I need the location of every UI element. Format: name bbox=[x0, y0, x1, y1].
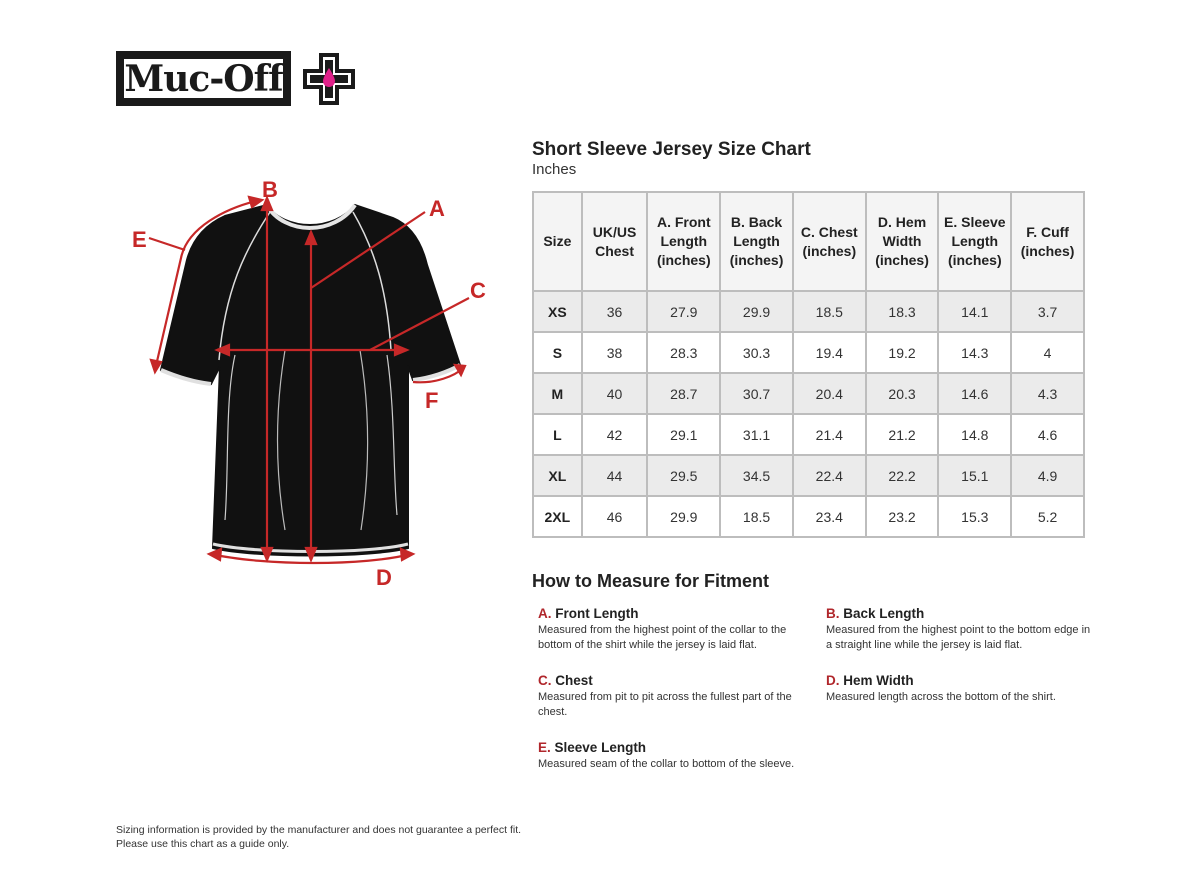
table-row bbox=[533, 373, 1084, 414]
table-cell: 14.1 bbox=[938, 291, 1011, 332]
measure-name: Front Length bbox=[555, 606, 639, 621]
measure-letter: D. bbox=[826, 673, 840, 688]
cross-drop-icon bbox=[301, 51, 357, 107]
label-e: E bbox=[132, 227, 147, 252]
table-cell: 23.2 bbox=[866, 496, 939, 537]
measure-letter: A. bbox=[538, 606, 552, 621]
measure-name: Sleeve Length bbox=[554, 740, 647, 755]
table-cell: 21.4 bbox=[793, 414, 866, 455]
table-cell: 30.3 bbox=[720, 332, 793, 373]
table-cell: 28.7 bbox=[647, 373, 720, 414]
table-cell: 31.1 bbox=[720, 414, 793, 455]
table-header-row bbox=[533, 192, 1084, 291]
logo-wordmark-box bbox=[116, 51, 291, 106]
table-cell: 20.3 bbox=[866, 373, 939, 414]
disclaimer-line: Please use this chart as a guide only. bbox=[116, 838, 290, 850]
disclaimer bbox=[116, 823, 536, 851]
table-row bbox=[533, 496, 1084, 537]
table-cell: 4.3 bbox=[1011, 373, 1084, 414]
disclaimer-line: Sizing information is provided by the manufacturer and does not guarantee a perfect fit. bbox=[116, 824, 522, 836]
jersey-diagram bbox=[125, 170, 495, 590]
table-cell: 22.4 bbox=[793, 455, 866, 496]
measure-hem-width bbox=[826, 673, 1096, 705]
table-row bbox=[533, 332, 1084, 373]
table-cell: 29.5 bbox=[647, 455, 720, 496]
table-cell: 30.7 bbox=[720, 373, 793, 414]
header-back-length: B. Back Length (inches) bbox=[720, 192, 793, 291]
table-cell: 5.2 bbox=[1011, 496, 1084, 537]
measure-front-length bbox=[538, 606, 808, 653]
table-cell: 22.2 bbox=[866, 455, 939, 496]
size-cell: L bbox=[533, 414, 582, 455]
table-cell: 4 bbox=[1011, 332, 1084, 373]
table-cell: 19.4 bbox=[793, 332, 866, 373]
table-cell: 28.3 bbox=[647, 332, 720, 373]
table-cell: 21.2 bbox=[866, 414, 939, 455]
table-cell: 18.5 bbox=[793, 291, 866, 332]
table-cell: 36 bbox=[582, 291, 648, 332]
header-front-length: A. Front Length (inches) bbox=[647, 192, 720, 291]
table-cell: 14.8 bbox=[938, 414, 1011, 455]
chart-title: Short Sleeve Jersey Size Chart bbox=[532, 139, 811, 160]
measure-letter: B. bbox=[826, 606, 840, 621]
table-cell: 15.1 bbox=[938, 455, 1011, 496]
size-cell: 2XL bbox=[533, 496, 582, 537]
size-cell: XS bbox=[533, 291, 582, 332]
measure-chest bbox=[538, 673, 808, 720]
size-table bbox=[532, 191, 1085, 538]
header-sleeve-length: E. Sleeve Length (inches) bbox=[938, 192, 1011, 291]
measure-description: Measured from pit to pit across the fullest part of the chest. bbox=[538, 691, 792, 718]
label-d: D bbox=[376, 565, 392, 590]
table-cell: 42 bbox=[582, 414, 648, 455]
table-cell: 34.5 bbox=[720, 455, 793, 496]
table-row bbox=[533, 414, 1084, 455]
header-cuff: F. Cuff (inches) bbox=[1011, 192, 1084, 291]
header-chest-inches: C. Chest (inches) bbox=[793, 192, 866, 291]
header-size: Size bbox=[533, 192, 582, 291]
table-cell: 27.9 bbox=[647, 291, 720, 332]
size-cell: XL bbox=[533, 455, 582, 496]
table-cell: 14.6 bbox=[938, 373, 1011, 414]
table-cell: 29.9 bbox=[647, 496, 720, 537]
label-b: B bbox=[262, 177, 278, 202]
header-chest: UK/US Chest bbox=[582, 192, 648, 291]
header-hem-width: D. Hem Width (inches) bbox=[866, 192, 939, 291]
label-a: A bbox=[429, 196, 445, 221]
table-cell: 4.6 bbox=[1011, 414, 1084, 455]
brand-logo bbox=[116, 51, 357, 106]
table-cell: 18.3 bbox=[866, 291, 939, 332]
table-cell: 14.3 bbox=[938, 332, 1011, 373]
measure-letter: C. bbox=[538, 673, 552, 688]
size-cell: M bbox=[533, 373, 582, 414]
table-cell: 19.2 bbox=[866, 332, 939, 373]
measure-description: Measured from the highest point to the bottom edge in a straight line while the jersey is laid flat. bbox=[826, 624, 1091, 651]
howto-title: How to Measure for Fitment bbox=[532, 571, 770, 591]
table-cell: 46 bbox=[582, 496, 648, 537]
label-f: F bbox=[425, 388, 439, 413]
table-cell: 20.4 bbox=[793, 373, 866, 414]
table-cell: 15.3 bbox=[938, 496, 1011, 537]
table-cell: 44 bbox=[582, 455, 648, 496]
table-row bbox=[533, 455, 1084, 496]
chart-units: Inches bbox=[532, 161, 577, 178]
table-cell: 4.9 bbox=[1011, 455, 1084, 496]
measure-letter: E. bbox=[538, 740, 551, 755]
label-c: C bbox=[470, 278, 486, 303]
measure-name: Back Length bbox=[843, 606, 925, 621]
measure-description: Measured length across the bottom of the shirt. bbox=[826, 691, 1056, 703]
size-cell: S bbox=[533, 332, 582, 373]
table-cell: 18.5 bbox=[720, 496, 793, 537]
measure-sleeve-length bbox=[538, 740, 838, 772]
table-cell: 3.7 bbox=[1011, 291, 1084, 332]
table-cell: 29.1 bbox=[647, 414, 720, 455]
measure-back-length bbox=[826, 606, 1096, 653]
table-cell: 23.4 bbox=[793, 496, 866, 537]
table-cell: 40 bbox=[582, 373, 648, 414]
measure-name: Hem Width bbox=[843, 673, 914, 688]
table-row bbox=[533, 291, 1084, 332]
measure-description: Measured from the highest point of the collar to the bottom of the shirt while the jersey is laid flat. bbox=[538, 624, 787, 651]
logo-wordmark: Muc-Off bbox=[124, 57, 283, 100]
table-cell: 29.9 bbox=[720, 291, 793, 332]
measure-description: Measured seam of the collar to bottom of the sleeve. bbox=[538, 758, 795, 770]
measure-name: Chest bbox=[555, 673, 593, 688]
table-cell: 38 bbox=[582, 332, 648, 373]
